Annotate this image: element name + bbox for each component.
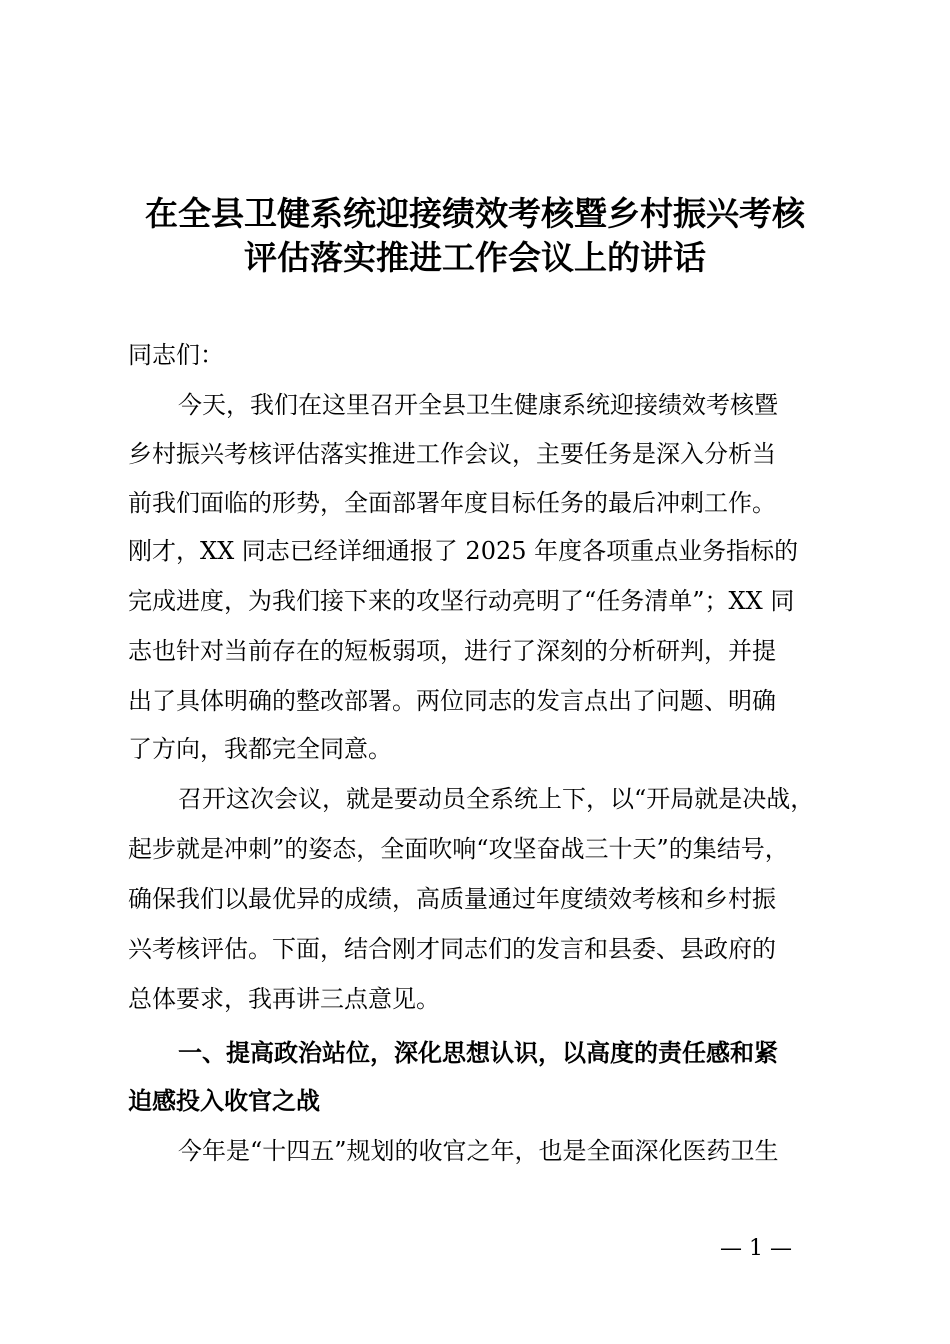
section-heading-line: 迫感投入收官之战 bbox=[128, 1086, 320, 1115]
section-heading-line: 一、提高政治站位，深化思想认识，以高度的责任感和紧 bbox=[178, 1038, 778, 1067]
body-line: 今年是“十四五”规划的收官之年，也是全面深化医药卫生 bbox=[178, 1137, 779, 1165]
body-line: 起步就是冲刺”的姿态，全面吹响“攻坚奋战三十天”的集结号， bbox=[128, 835, 789, 863]
body-line: 总体要求，我再讲三点意见。 bbox=[128, 985, 440, 1013]
body-line: 了方向，我都完全同意。 bbox=[128, 735, 392, 763]
body-line: 乡村振兴考核评估落实推进工作会议，主要任务是深入分析当 bbox=[128, 440, 776, 468]
body-line: 召开这次会议，就是要动员全系统上下，以“开局就是决战， bbox=[178, 785, 815, 813]
salutation: 同志们： bbox=[128, 341, 224, 369]
body-line: 前我们面临的形势，全面部署年度目标任务的最后冲刺工作。 bbox=[128, 489, 776, 517]
body-line: 完成进度，为我们接下来的攻坚行动亮明了“任务清单”；XX 同 bbox=[128, 587, 795, 615]
body-line: 兴考核评估。下面，结合刚才同志们的发言和县委、县政府的 bbox=[128, 935, 776, 963]
body-line: 出了具体明确的整改部署。两位同志的发言点出了问题、明确 bbox=[128, 687, 776, 715]
document-title-line-1: 在全县卫健系统迎接绩效考核暨乡村振兴考核 bbox=[145, 194, 805, 233]
page-number: — 1 — bbox=[720, 1236, 792, 1261]
body-line: 确保我们以最优异的成绩，高质量通过年度绩效考核和乡村振 bbox=[128, 885, 776, 913]
document-title-line-2: 评估落实推进工作会议上的讲话 bbox=[244, 238, 706, 277]
body-line: 今天，我们在这里召开全县卫生健康系统迎接绩效考核暨 bbox=[178, 391, 778, 419]
body-line: 志也针对当前存在的短板弱项，进行了深刻的分析研判，并提 bbox=[128, 637, 776, 665]
body-line: 刚才，XX 同志已经详细通报了 2025 年度各项重点业务指标的 bbox=[128, 537, 799, 565]
